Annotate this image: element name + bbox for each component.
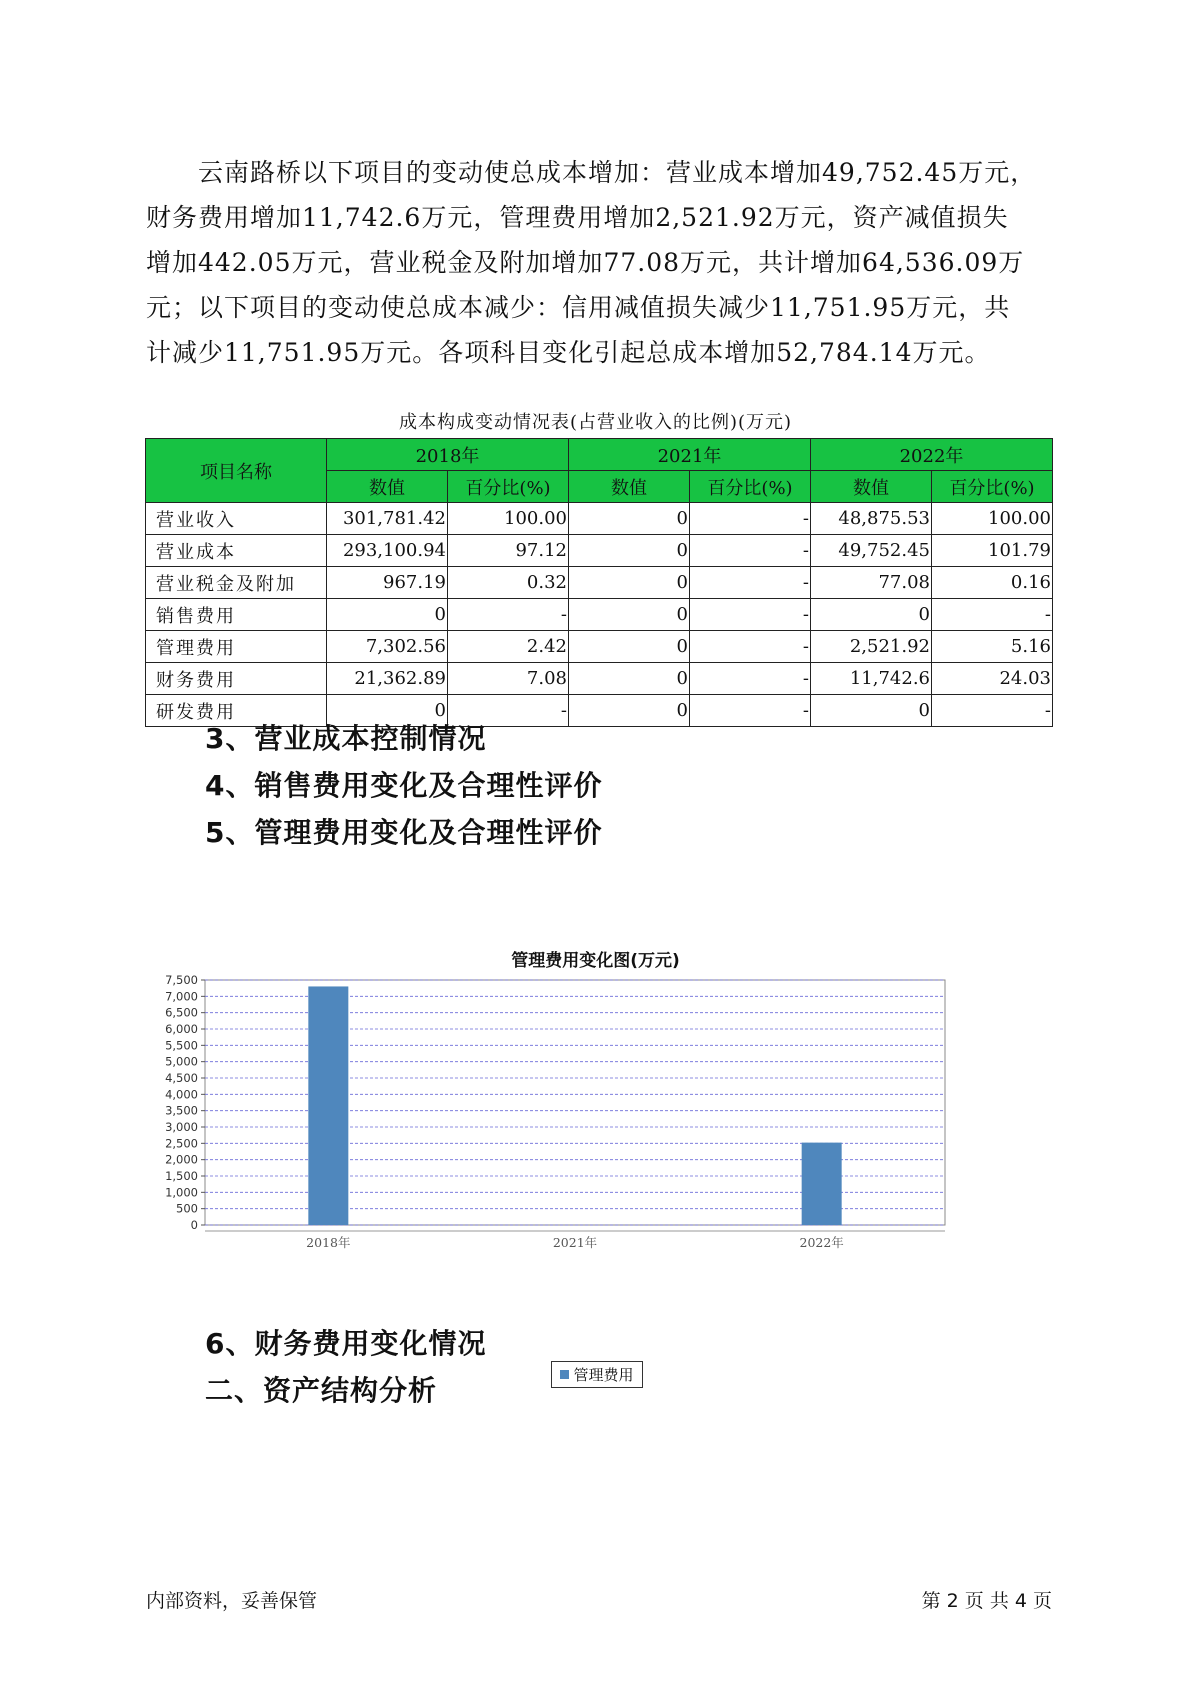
y-tick-label: 3,000 (165, 1120, 198, 1134)
table-cell: - (690, 695, 811, 727)
table-cell: 0 (327, 695, 448, 727)
row-item-name: 管理费用 (146, 631, 327, 663)
table-cell: 0 (569, 599, 690, 631)
table-cell: - (932, 695, 1053, 727)
page-number: 第 2 页 共 4 页 (921, 1590, 1052, 1612)
table-cell: - (690, 663, 811, 695)
y-tick-label: 7,500 (165, 975, 198, 987)
y-tick-label: 4,000 (165, 1087, 198, 1102)
paragraph-line: 计减少11,751.95万元。各项科目变化引起总成本增加52,784.14万元。 (146, 338, 991, 367)
header-item-name: 项目名称 (146, 439, 327, 503)
table-cell: 49,752.45 (811, 535, 932, 567)
table-row (146, 631, 1053, 663)
y-tick-label: 6,500 (165, 1005, 198, 1020)
table-cell: 101.79 (932, 535, 1053, 567)
header-year: 2021年 (569, 439, 811, 471)
chart-bar (308, 986, 348, 1225)
y-tick-label: 1,500 (165, 1169, 198, 1183)
header-year: 2022年 (811, 439, 1053, 471)
table-cell: 0 (327, 599, 448, 631)
table-cell: - (690, 535, 811, 567)
table-cell: 11,742.6 (811, 663, 932, 695)
header-year: 2018年 (327, 439, 569, 471)
table-cell: 0.16 (932, 567, 1053, 599)
table-row (146, 599, 1053, 631)
row-item-name: 财务费用 (146, 663, 327, 695)
table-cell: 24.03 (932, 663, 1053, 695)
y-tick-label: 4,500 (165, 1071, 198, 1085)
header-value: 数值 (569, 471, 690, 503)
chart-title: 管理费用变化图(万元) (511, 951, 680, 971)
table-row (146, 535, 1053, 567)
row-item-name: 营业成本 (146, 535, 327, 567)
paragraph-line: 元；以下项目的变动使总成本减少：信用减值损失减少11,751.95万元，共 (146, 293, 1011, 322)
x-tick-label: 2021年 (552, 1235, 598, 1250)
table-cell: 0 (569, 695, 690, 727)
footer-left: 内部资料，妥善保管 (146, 1590, 318, 1612)
table-cell: 0 (569, 631, 690, 663)
chart-legend (551, 1361, 643, 1388)
table-cell: 0 (811, 695, 932, 727)
chart-bar (802, 1143, 842, 1225)
table-cell: 21,362.89 (327, 663, 448, 695)
table-cell: - (932, 599, 1053, 631)
y-tick-label: 2,000 (165, 1152, 198, 1167)
x-tick-label: 2022年 (799, 1235, 844, 1250)
cost-structure-table (145, 438, 1053, 727)
table-caption: 成本构成变动情况表(占营业收入的比例)(万元) (398, 412, 793, 433)
header-value: 数值 (811, 471, 932, 503)
y-tick-label: 7,000 (165, 989, 198, 1004)
table-cell: 301,781.42 (327, 503, 448, 535)
table-cell: 967.19 (327, 567, 448, 599)
table-cell: - (448, 695, 569, 727)
table-cell: - (690, 631, 811, 663)
table-cell: 100.00 (448, 503, 569, 535)
row-item-name: 营业收入 (146, 503, 327, 535)
legend-label: 管理费用 (573, 1366, 634, 1384)
table-cell: 0 (811, 599, 932, 631)
table-row (146, 567, 1053, 599)
y-tick-label: 500 (176, 1201, 198, 1216)
table-cell: 293,100.94 (327, 535, 448, 567)
table-cell: 2.42 (448, 631, 569, 663)
header-value: 数值 (327, 471, 448, 503)
paragraph-line: 增加442.05万元，营业税金及附加增加77.08万元，共计增加64,536.09万 (146, 248, 1025, 277)
table-cell: 48,875.53 (811, 503, 932, 535)
table-cell: 0 (569, 567, 690, 599)
table-cell: 7,302.56 (327, 631, 448, 663)
table-row (146, 503, 1053, 535)
management-expense-chart (150, 975, 950, 1265)
section-heading: 3、营业成本控制情况 (205, 722, 487, 755)
section-heading: 6、财务费用变化情况 (205, 1327, 487, 1360)
y-tick-label: 5,000 (165, 1054, 198, 1069)
y-tick-label: 3,500 (165, 1103, 198, 1118)
table-cell: 77.08 (811, 567, 932, 599)
legend-swatch (560, 1370, 569, 1379)
x-tick-label: 2018年 (306, 1235, 351, 1250)
table-cell: 5.16 (932, 631, 1053, 663)
row-item-name: 研发费用 (146, 695, 327, 727)
table-row (146, 663, 1053, 695)
table-cell: 0 (569, 535, 690, 567)
body-paragraph (146, 150, 1086, 375)
table-cell: 7.08 (448, 663, 569, 695)
y-tick-label: 2,500 (165, 1136, 198, 1151)
header-percent: 百分比(%) (690, 471, 811, 503)
table-cell: - (448, 599, 569, 631)
section-heading: 二、资产结构分析 (205, 1374, 438, 1407)
table-cell: 0.32 (448, 567, 569, 599)
table-cell: 100.00 (932, 503, 1053, 535)
table-cell: - (690, 503, 811, 535)
table-cell: 2,521.92 (811, 631, 932, 663)
y-tick-label: 5,500 (165, 1038, 198, 1053)
table-cell: 0 (569, 663, 690, 695)
paragraph-line: 财务费用增加11,742.6万元，管理费用增加2,521.92万元，资产减值损失 (146, 203, 1009, 232)
row-item-name: 营业税金及附加 (146, 567, 327, 599)
table-cell: 97.12 (448, 535, 569, 567)
header-percent: 百分比(%) (932, 471, 1053, 503)
y-tick-label: 6,000 (165, 1022, 198, 1036)
table-cell: - (690, 567, 811, 599)
header-percent: 百分比(%) (448, 471, 569, 503)
row-item-name: 销售费用 (146, 599, 327, 631)
y-tick-label: 1,000 (165, 1185, 198, 1200)
table-cell: 0 (569, 503, 690, 535)
section-heading: 5、管理费用变化及合理性评价 (205, 816, 603, 849)
section-heading: 4、销售费用变化及合理性评价 (205, 769, 603, 802)
y-tick-label: 0 (190, 1218, 198, 1232)
table-cell: - (690, 599, 811, 631)
paragraph-line: 云南路桥以下项目的变动使总成本增加：营业成本增加49,752.45万元， (146, 158, 1037, 187)
